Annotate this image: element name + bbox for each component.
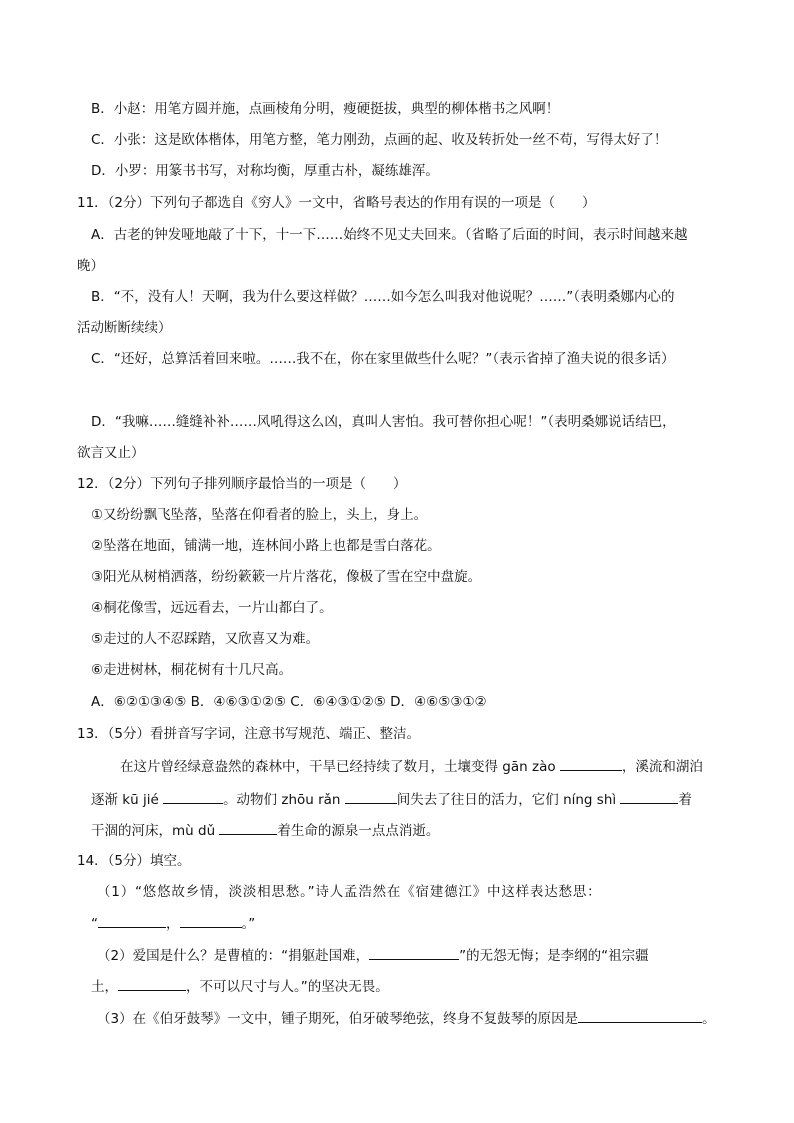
q14-text: ， [166,916,180,932]
q14-text: 土， [91,979,118,995]
q13-line3 [91,820,439,840]
q12-sentence-5: ⑤走过的人不忍踩踏，又欣喜又为难。 [91,631,320,647]
q14-item1-line2 [91,913,255,933]
answer-blank-boya[interactable] [578,1008,702,1023]
q11-option-d-line1: D．“我嘛……缝缝补补……风吼得这么凶，真叫人害怕。我可替你担心呢！”（表明桑娜说话结巴， [91,414,676,430]
q11-option-a-line1: A．古老的钟发哑地敲了十下，十一下……始终不见丈夫回来。（省略了后面的时间，表示时间越来越 [91,227,688,243]
q10-option-b: B．小赵：用笔方圆并施，点画棱角分明，瘦硬挺拔，典型的柳体楷书之风啊！ [91,101,560,117]
q13-text: ，溪流和湖泊 [621,759,703,775]
q13-text: 。动物们 zhōu rǎn [223,792,341,808]
q14-text: ”的无怨无悔；是李纲的“祖宗疆 [459,948,649,964]
q14-stem: 14．（5分）填空。 [77,853,191,869]
q12-choices: A．⑥②①③④⑤ B．④⑥③①②⑤ C．⑥④③①②⑤ D．④⑥⑤③①② [91,694,487,710]
q14-text: （2）爱国是什么？是曹植的：“捐躯赴国难， [97,948,370,964]
q13-text: 着生命的源泉一点点消逝。 [277,823,440,839]
q13-text: 干涸的河床，mù dǔ [91,823,216,839]
answer-blank-gan-zao[interactable] [560,756,622,771]
q14-item2-line2 [91,976,389,996]
answer-blank-caozhi[interactable] [369,945,459,960]
answer-blank-mu-du[interactable] [219,820,277,835]
q14-text: “ [91,916,98,932]
q13-text: 着 [678,792,692,808]
q14-text: ，不可以尺寸与人。”的坚决无畏。 [186,979,389,995]
q14-text: （3）在《伯牙鼓琴》一文中，锺子期死，伯牙破琴绝弦，终身不复鼓琴的原因是 [97,1011,579,1027]
q12-sentence-6: ⑥走进树林，桐花树有十几尺高。 [91,662,293,678]
q10-option-c: C．小张：这是欧体楷体，用笔方整，笔力刚劲，点画的起、收及转折处一丝不苟，写得太好了！ [91,132,668,148]
q13-line2 [91,789,692,809]
answer-blank-poem-1[interactable] [98,913,166,928]
q12-sentence-4: ④桐花像雪，远远看去，一片山都白了。 [91,600,333,616]
q11-option-d-line2: 欲言又止） [77,445,145,461]
answer-blank-ligang[interactable] [118,976,186,991]
q10-option-d: D．小罗：用篆书书写，对称均衡，厚重古朴，凝练雄浑。 [91,163,439,179]
answer-blank-ning-shi[interactable] [620,789,678,804]
q11-option-b-line2: 活动断断续续） [77,320,172,336]
q14-text: 。” [241,916,256,932]
q13-text: 逐渐 kū jié [91,792,159,808]
q13-text: 间失去了往日的活力，它们 níng shì [396,792,617,808]
q13-stem: 13．（5分）看拼音写字词，注意书写规范、端正、整洁。 [77,726,421,742]
q14-item2-line1 [97,945,649,965]
q12-sentence-2: ②坠落在地面，铺满一地，连林间小路上也都是雪白落花。 [91,538,441,554]
q12-sentence-1: ①又纷纷飘飞坠落，坠落在仰看者的脸上，头上，身上。 [91,507,428,523]
q14-item3-line1 [97,1008,716,1028]
q11-option-a-line2: 晚） [77,258,104,274]
q13-line1 [120,756,703,776]
answer-blank-ku-jie[interactable] [163,789,223,804]
q11-option-b-line1: B．“不，没有人！天啊，我为什么要这样做？……如今怎么叫我对他说呢？……”（表明桑娜内心的 [91,289,675,305]
q12-stem: 12．（2分）下列句子排列顺序最恰当的一项是（ ） [77,476,407,492]
q11-stem: 11．（2分）下列句子都选自《穷人》一文中，省略号表达的作用有误的一项是（ ） [77,195,596,211]
q13-text: 在这片曾经绿意盎然的森林中，干旱已经持续了数月，土壤变得 gān zào [120,759,556,775]
answer-blank-zhou-ran[interactable] [345,789,397,804]
answer-blank-poem-2[interactable] [180,913,242,928]
q12-sentence-3: ③阳光从树梢洒落，纷纷簌簌一片片落花，像极了雪在空中盘旋。 [91,569,482,585]
q11-option-c-line1: C．“还好，总算活着回来啦。……我不在，你在家里做些什么呢？”（表示省掉了渔夫说的很多话） [91,351,675,367]
q14-item1-line1: （1）“悠悠故乡情，淡淡相思愁。”诗人孟浩然在《宿建德江》中这样表达愁思： [97,884,602,900]
q14-text: 。 [702,1011,716,1027]
